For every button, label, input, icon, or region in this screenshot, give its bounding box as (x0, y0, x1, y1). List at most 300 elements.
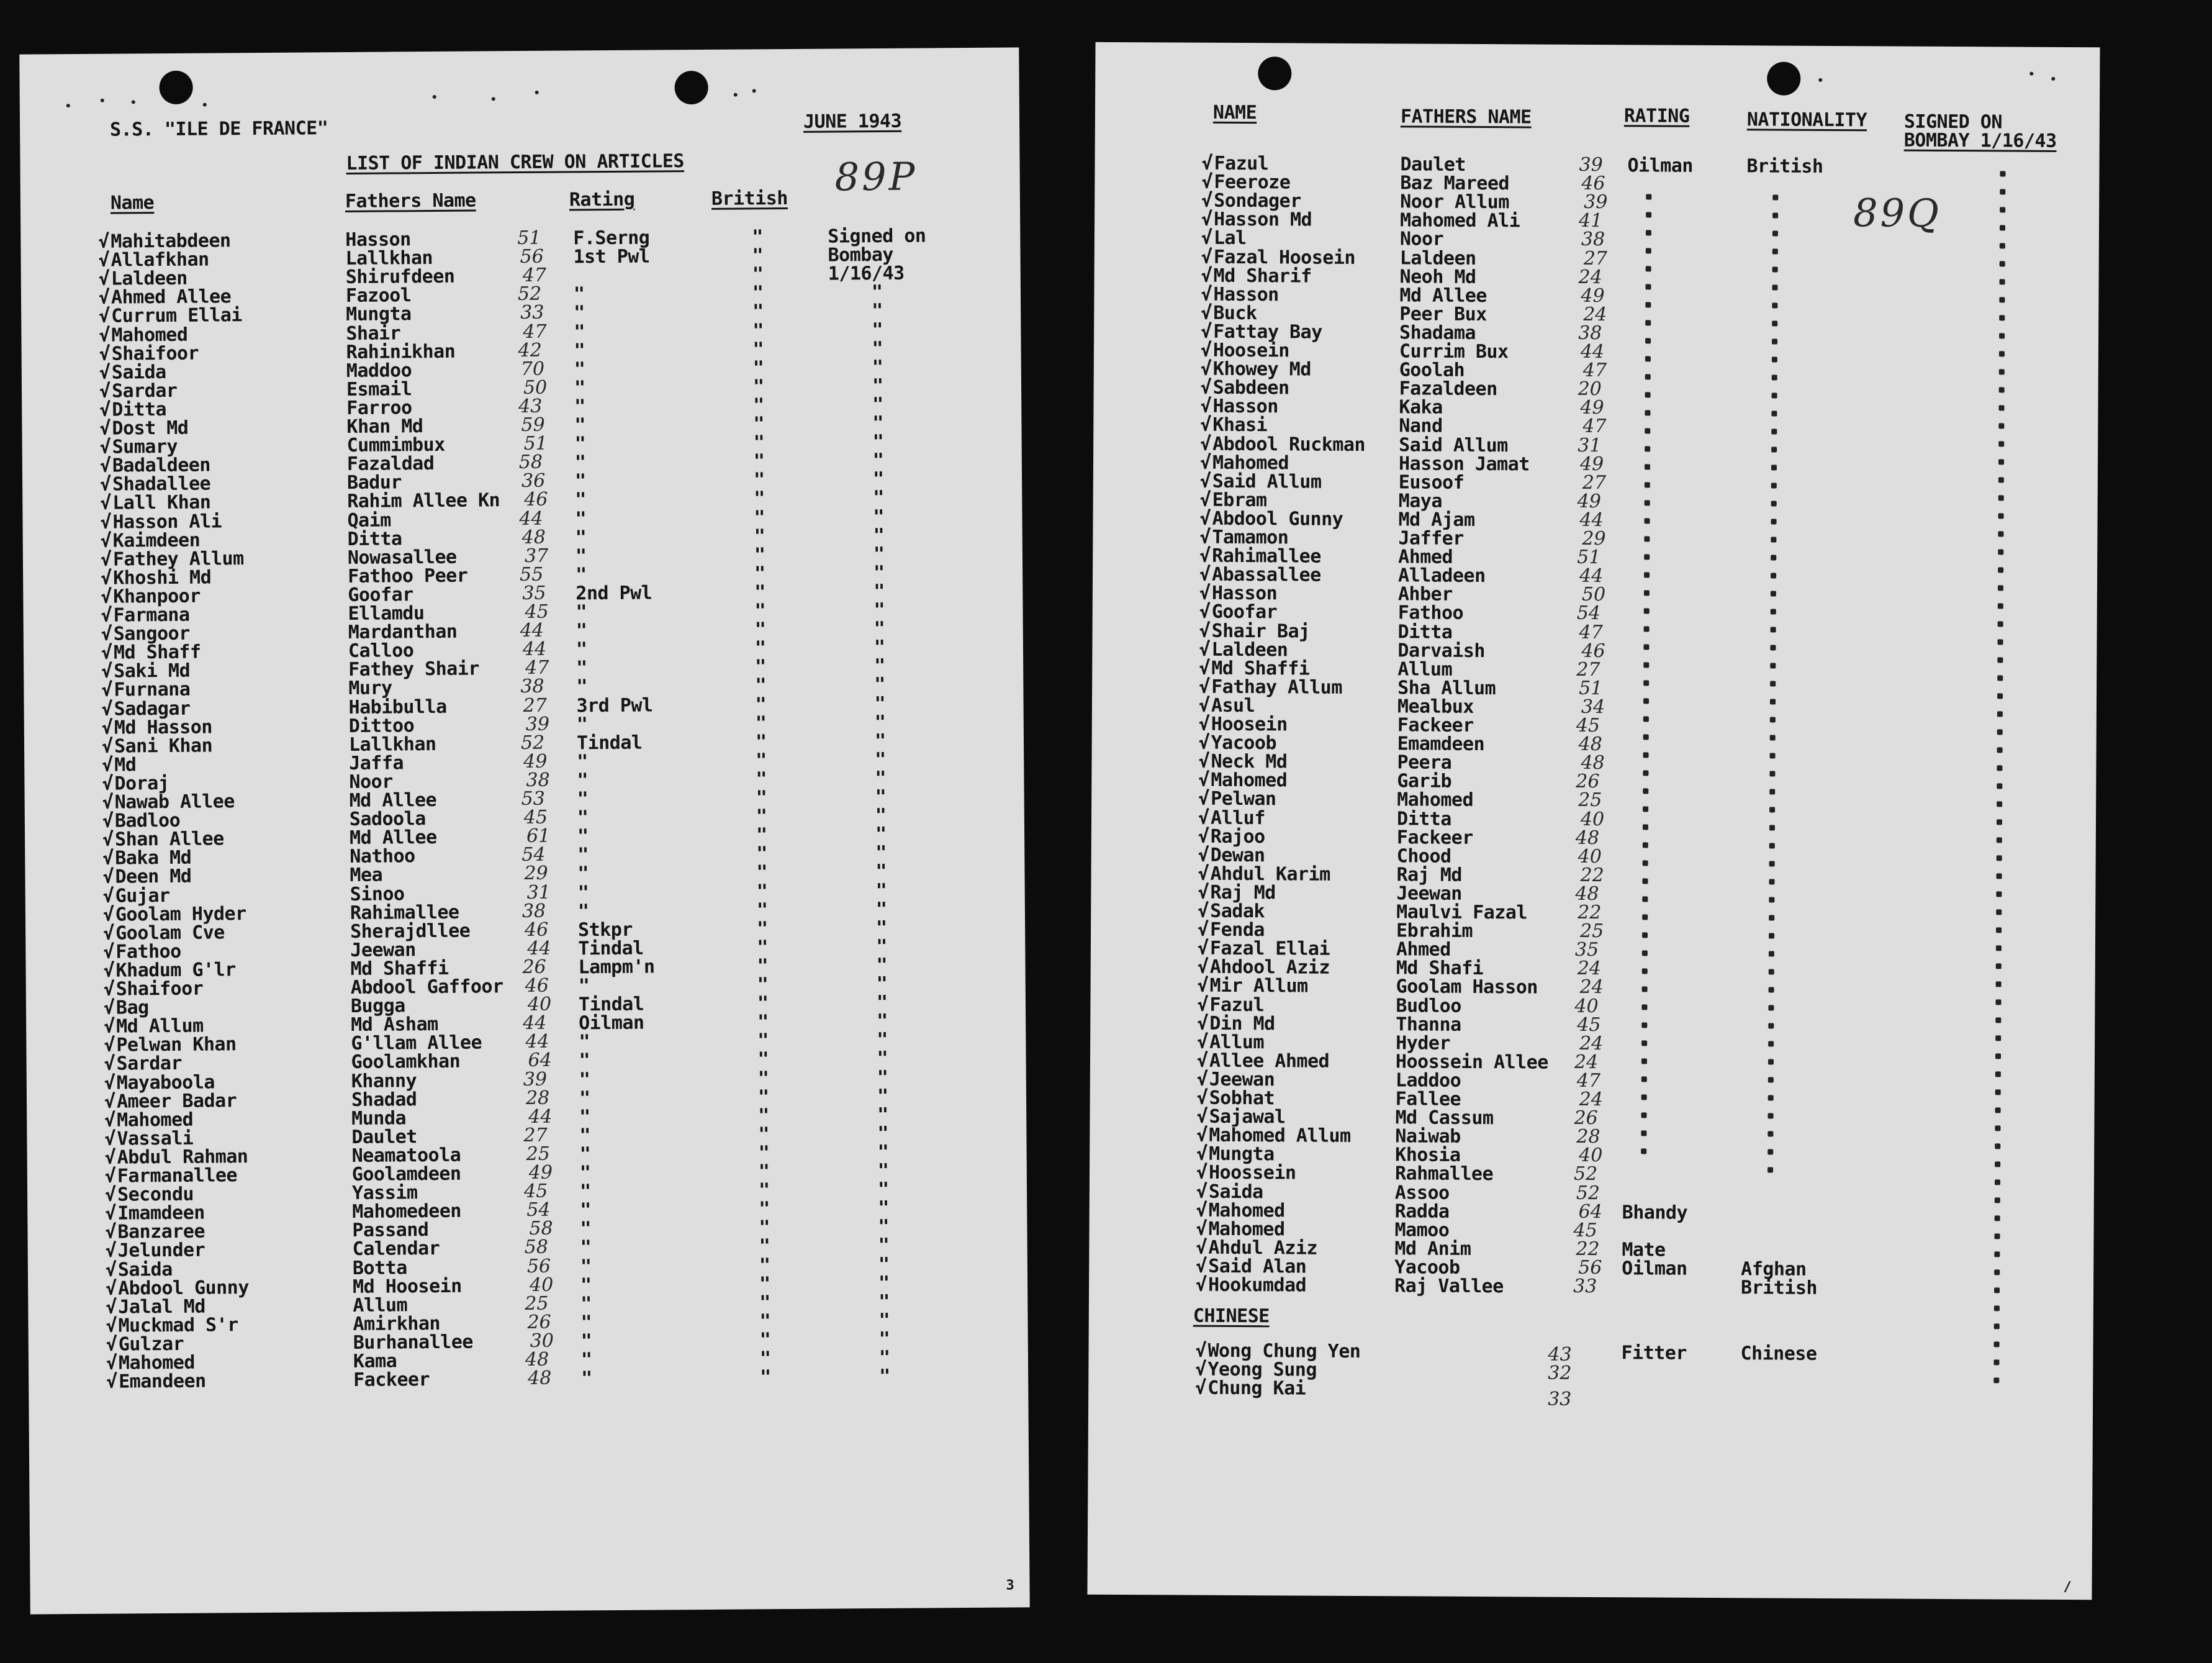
crew-name: Fattay Bay (1213, 320, 1322, 343)
crew-age: 27 (1583, 247, 1608, 270)
ditto-mark: " (758, 1123, 770, 1146)
crew-name: Fenda (1209, 918, 1265, 941)
check-mark-icon: √ (101, 586, 112, 608)
ditto-mark: " (877, 1028, 888, 1051)
crew-age: 40 (529, 1274, 554, 1296)
ditto-mark: " (874, 673, 886, 696)
page-number: 3 (1006, 1577, 1014, 1593)
check-mark-icon: √ (99, 417, 111, 440)
ditto-mark: " (752, 245, 764, 267)
crew-name: Ahmed Allee (111, 286, 232, 309)
check-mark-icon: √ (1199, 563, 1211, 586)
crew-age: 51 (1579, 677, 1603, 700)
crew-age: 29 (1582, 527, 1606, 550)
crew-age: 52 (1576, 1182, 1600, 1205)
crew-age: 58 (518, 451, 543, 474)
crew-name: Said Allum (1212, 470, 1322, 493)
crew-age: 48 (1581, 751, 1605, 774)
header-nationality: British (711, 188, 788, 210)
crew-name: Sadagar (114, 697, 191, 720)
crew-father-name: Sherajdllee (350, 920, 471, 943)
crew-age: 54 (521, 843, 546, 866)
crew-rating: " (574, 302, 585, 324)
check-mark-icon: √ (103, 959, 115, 982)
ship-name: S.S. "ILE DE FRANCE" (109, 117, 328, 141)
crew-age: 49 (523, 750, 548, 773)
crew-age: 47 (1582, 359, 1607, 382)
crew-father-name: Naiwab (1395, 1125, 1461, 1148)
crew-age: 44 (522, 638, 547, 661)
crew-rating: " (575, 527, 587, 549)
right-document-page (1087, 42, 2100, 1600)
crew-age: 25 (526, 1143, 550, 1165)
crew-rating: " (579, 1180, 591, 1203)
check-mark-icon: √ (99, 399, 111, 421)
crew-rating: " (578, 975, 590, 997)
crew-rating: " (577, 900, 589, 923)
crew-name: Laldeen (1211, 638, 1288, 661)
crew-father-name: Mungta (346, 303, 412, 325)
crew-age: 22 (1576, 1238, 1600, 1261)
crew-age: 27 (523, 694, 547, 717)
crew-name: Laldeen (111, 267, 187, 290)
crew-age: 39 (1579, 153, 1603, 176)
crew-rating: " (580, 1256, 592, 1278)
crew-name: Shair Baj (1211, 620, 1310, 643)
crew-father-name: Lallkhan (345, 247, 433, 270)
crew-father-name: Fackeer (1397, 714, 1474, 736)
crew-age: 24 (1577, 957, 1602, 980)
crew-name: Lal (1213, 227, 1247, 250)
crew-age: 39 (525, 713, 550, 735)
crew-father-name: Md Allee (349, 826, 437, 849)
ditto-mark: " (875, 804, 887, 827)
crew-age: 56 (1578, 1256, 1602, 1279)
check-mark-icon: √ (106, 1371, 117, 1393)
crew-age: 47 (1576, 1069, 1601, 1092)
crew-age: 22 (1578, 901, 1602, 924)
crew-name: Farmana (113, 604, 190, 627)
crew-rating: Oilman (1627, 155, 1693, 177)
crew-rating: Oilman (1622, 1257, 1687, 1280)
crew-name: Saki Md (114, 659, 191, 682)
crew-nationality: Afghan (1741, 1258, 1807, 1280)
crew-father-name: Rahimallee (350, 901, 459, 924)
ditto-mark: " (872, 393, 883, 416)
crew-name: Mahomed (1208, 1218, 1285, 1241)
crew-name: Feeroze (1214, 171, 1291, 194)
crew-father-name: Peer Bux (1399, 303, 1487, 326)
crew-father-name: Goolam Hasson (1396, 976, 1538, 999)
crew-rating: " (575, 489, 586, 511)
ditto-mark: " (752, 226, 764, 248)
check-mark-icon: √ (1196, 1087, 1208, 1109)
check-mark-icon: √ (1197, 1012, 1208, 1035)
crew-rating: " (579, 1106, 590, 1128)
crew-name: Md Shaffi (1211, 657, 1310, 680)
crew-father-name: Ditta (1397, 621, 1453, 643)
crew-age: 27 (1582, 471, 1607, 494)
crew-age: 45 (523, 806, 548, 829)
header-rating: RATING (1623, 105, 1690, 127)
crew-rating: " (574, 470, 586, 492)
crew-age: 38 (520, 675, 544, 698)
crew-name: Lall Khan (112, 491, 211, 514)
crew-father-name: Amirkhan (353, 1312, 441, 1335)
crew-rating: " (576, 676, 588, 698)
ditto-mark: " (758, 1105, 769, 1127)
check-mark-icon: √ (1198, 844, 1209, 866)
check-mark-icon: √ (104, 1165, 116, 1187)
crew-name: Sardar (111, 379, 178, 402)
crew-father-name: Mahomed (1397, 789, 1474, 811)
crew-name: Goofar (1211, 600, 1278, 623)
crew-name: Ahdul Karim (1210, 863, 1330, 886)
crew-rating: " (579, 1125, 591, 1147)
ditto-mark: " (757, 974, 769, 996)
check-mark-icon: √ (102, 791, 114, 813)
crew-father-name: Maddoo (346, 360, 412, 382)
ditto-mark: " (878, 1272, 890, 1295)
check-mark-icon: √ (102, 810, 114, 832)
check-mark-icon: √ (1198, 807, 1209, 829)
crew-age: 24 (1578, 266, 1602, 289)
crew-father-name: Alladeen (1397, 564, 1486, 587)
crew-father-name: Shadad (351, 1089, 417, 1111)
crew-father-name: Currim Bux (1399, 340, 1509, 363)
crew-father-name: Md Cassum (1395, 1107, 1494, 1130)
check-mark-icon: √ (100, 492, 111, 514)
crew-father-name: Nathoo (350, 845, 415, 868)
ditto-mark: " (756, 843, 767, 865)
crew-father-name: Fazaldad (346, 453, 435, 475)
ditto-mark: " (877, 1103, 888, 1126)
ditto-mark: " (871, 281, 883, 304)
crew-name: Mungta (1209, 1143, 1275, 1166)
crew-father-name: Fackeer (1396, 827, 1473, 849)
crew-age: 44 (523, 1012, 547, 1035)
crew-father-name: Ebrahim (1396, 920, 1473, 942)
check-mark-icon: √ (1199, 638, 1211, 661)
ditto-mark: " (874, 711, 886, 734)
crew-name: Abassallee (1211, 563, 1321, 586)
crew-name: Saida (117, 1258, 173, 1281)
header-father: FATHERS NAME (1400, 106, 1532, 129)
punch-hole (1258, 57, 1291, 90)
crew-name: Sangoor (113, 622, 190, 645)
crew-name: Mahomed (1211, 769, 1288, 792)
crew-age: 45 (525, 600, 549, 623)
crew-name: Banzaree (117, 1220, 205, 1243)
crew-rating: " (574, 340, 585, 362)
crew-name: Din Md (1209, 1012, 1275, 1035)
crew-age: 28 (1576, 1125, 1600, 1148)
crew-father-name: Calendar (352, 1237, 440, 1260)
crew-father-name: G'llam Allee (351, 1031, 482, 1054)
crew-name: Ebram (1212, 489, 1267, 512)
crew-name: Goolam Hyder (115, 903, 246, 926)
crew-father-name: Md Shaffi (350, 957, 449, 980)
ditto-mark: " (753, 450, 765, 473)
crew-father-name: Sinoo (350, 883, 405, 905)
ditto-mark: " (878, 1290, 890, 1313)
check-mark-icon: √ (1198, 900, 1209, 922)
ditto-mark: " (875, 786, 887, 809)
check-mark-icon: √ (106, 1277, 117, 1300)
crew-age: 48 (1575, 827, 1600, 850)
crew-father-name: Raj Vallee (1394, 1275, 1504, 1298)
crew-name: Fazul (1209, 994, 1265, 1017)
crew-age: 36 (521, 469, 546, 492)
ditto-mark: " (759, 1292, 770, 1314)
crew-rating: Oilman (579, 1012, 644, 1035)
crew-name: Sajawal (1209, 1105, 1286, 1128)
crew-rating: Tindal (578, 937, 644, 960)
crew-father-name: Khanny (351, 1070, 417, 1092)
crew-age: 45 (523, 1180, 548, 1203)
crew-rating: " (574, 396, 585, 418)
crew-age: 20 (1578, 378, 1602, 401)
check-mark-icon: √ (105, 1259, 117, 1281)
crew-name: Farmanallee (117, 1164, 238, 1187)
crew-rating: Tindal (576, 732, 643, 754)
crew-father-name: Eusoof (1398, 471, 1465, 494)
crew-age: 49 (1581, 284, 1605, 307)
check-mark-icon: √ (101, 717, 113, 739)
ditto-mark: " (756, 881, 768, 903)
check-mark-icon: √ (1197, 956, 1209, 978)
check-mark-icon: √ (1196, 1105, 1208, 1128)
crew-age: 40 (527, 993, 552, 1015)
ditto-mark: " (752, 357, 764, 379)
crew-father-name: Mealbux (1397, 696, 1474, 718)
crew-name: Alluf (1210, 807, 1265, 830)
crew-father-name: Mea (350, 864, 383, 886)
crew-name: Rajoo (1210, 825, 1265, 848)
check-mark-icon: √ (1196, 1124, 1208, 1146)
check-mark-icon: √ (98, 268, 110, 290)
crew-father-name: Raj Md (1396, 864, 1463, 886)
crew-name: Ditta (112, 399, 167, 421)
crew-age: 48 (525, 1348, 549, 1371)
crew-name: Fazal Ellai (1209, 937, 1330, 960)
crew-age: 48 (1578, 733, 1602, 756)
ditto-mark: " (755, 712, 767, 735)
ditto-mark: " (756, 918, 768, 940)
check-mark-icon: √ (102, 885, 114, 907)
crew-age: 50 (523, 376, 548, 399)
crew-age: 54 (526, 1199, 551, 1221)
crew-name: Shaifoor (111, 342, 199, 365)
check-mark-icon: √ (100, 530, 112, 552)
ditto-mark: " (877, 1141, 889, 1164)
check-mark-icon: √ (105, 1221, 117, 1243)
crew-name: Hoosein (1212, 339, 1289, 362)
ditto-mark: " (757, 992, 769, 1015)
crew-age: 45 (1577, 1013, 1601, 1036)
check-mark-icon: √ (1198, 881, 1209, 904)
ditto-mark: " (879, 1365, 890, 1388)
crew-name: Mahitabdeen (111, 230, 231, 253)
crew-rating: " (580, 1274, 592, 1297)
crew-age: 51 (517, 227, 541, 250)
crew-father-name: Thanna (1396, 1013, 1461, 1036)
crew-name: Md Shaff (113, 641, 201, 664)
check-mark-icon: √ (100, 548, 112, 571)
crew-name: Hasson (1213, 283, 1279, 306)
crew-age: 46 (1581, 640, 1605, 663)
check-mark-icon: √ (1197, 937, 1209, 959)
crew-father-name: Rahim Allee Kn (347, 489, 500, 512)
check-mark-icon: √ (103, 997, 115, 1019)
check-mark-icon: √ (1201, 302, 1212, 324)
crew-name: Said Alan (1208, 1255, 1307, 1278)
crew-age: 56 (520, 245, 544, 268)
crew-name: Abdool Gunny (1212, 507, 1343, 530)
check-mark-icon: √ (102, 847, 114, 869)
crew-nationality: Chinese (1740, 1343, 1817, 1365)
crew-rating: " (577, 788, 589, 810)
crew-rating: " (580, 1218, 592, 1240)
crew-father-name: Assoo (1394, 1182, 1450, 1204)
crew-father-name: Emamdeen (1397, 733, 1485, 756)
crew-age: 24 (1579, 1032, 1604, 1055)
crew-rating: " (574, 358, 585, 381)
crew-age: 38 (1581, 228, 1605, 251)
crew-father-name: Habibulla (348, 696, 447, 718)
ditto-mark: " (873, 486, 884, 509)
check-mark-icon: √ (1201, 265, 1212, 287)
check-mark-icon: √ (1197, 1031, 1208, 1053)
crew-rating: " (580, 1312, 592, 1334)
left-document-page (19, 47, 1029, 1614)
crew-name: Ahdool Aziz (1209, 956, 1330, 979)
crew-age: 49 (1579, 453, 1604, 476)
crew-age: 40 (1574, 995, 1599, 1018)
crew-age: 70 (520, 358, 545, 381)
crew-name: Sobhat (1209, 1087, 1275, 1110)
crew-father-name: Nowasallee (347, 546, 457, 569)
crew-age: 48 (521, 526, 546, 549)
ditto-mark: " (873, 543, 885, 566)
check-mark-icon: √ (1199, 470, 1211, 492)
ditto-mark: " (872, 319, 883, 342)
ditto-mark: " (753, 394, 764, 417)
crew-age: 25 (1579, 920, 1604, 943)
crew-father-name: Hasson (345, 229, 411, 251)
crew-age: 51 (1577, 546, 1601, 569)
crew-age: 47 (522, 264, 547, 287)
check-mark-icon: √ (101, 735, 113, 758)
ditto-mark: " (874, 730, 886, 753)
crew-name: Sondager (1214, 189, 1301, 212)
ditto-mark: " (876, 972, 888, 995)
crew-name: Kaimdeen (112, 529, 201, 552)
crew-rating: " (576, 638, 587, 661)
ditto-mark: " (876, 954, 888, 977)
crew-rating: Bhandy (1622, 1202, 1688, 1224)
check-mark-icon: √ (99, 455, 111, 477)
crew-name: Badaldeen (112, 454, 211, 477)
crew-rating: " (574, 433, 586, 455)
check-mark-icon: √ (104, 1090, 115, 1113)
crew-father-name: Hasson Jamat (1398, 453, 1530, 476)
ditto-mark: " (757, 1030, 769, 1052)
crew-father-name: Peera (1397, 751, 1452, 774)
ditto-mark: " (752, 320, 764, 342)
check-mark-icon: √ (1199, 526, 1211, 548)
punch-hole (1767, 61, 1800, 95)
crew-age: 43 (518, 395, 543, 418)
ditto-mark: " (759, 1329, 771, 1351)
ditto-mark: " (878, 1328, 890, 1351)
crew-name: Gulzar (118, 1333, 184, 1356)
crew-age: 56 (526, 1255, 551, 1277)
check-mark-icon: √ (1196, 1068, 1208, 1090)
crew-rating: " (579, 1031, 590, 1053)
crew-name: Dewan (1210, 844, 1265, 867)
check-mark-icon: √ (1196, 1255, 1207, 1277)
crew-age: 46 (524, 488, 548, 510)
crew-father-name: Khosia (1395, 1144, 1461, 1166)
ditto-mark: " (756, 750, 767, 772)
check-mark-icon: √ (1196, 1049, 1208, 1072)
crew-name: Yeong Sung (1208, 1358, 1317, 1381)
check-mark-icon: √ (1201, 227, 1212, 249)
crew-age: 24 (1579, 1088, 1603, 1111)
header-signed-place: BOMBAY 1/16/43 (1903, 129, 2057, 152)
header-father: Fathers Name (345, 189, 476, 212)
check-mark-icon: √ (104, 1053, 115, 1075)
crew-age: 44 (1579, 564, 1604, 587)
check-mark-icon: √ (106, 1315, 117, 1337)
crew-age: 39 (1584, 191, 1608, 214)
check-mark-icon: √ (99, 380, 111, 402)
crew-name: Pelwan Khan (116, 1033, 237, 1056)
crew-age: 44 (519, 507, 543, 530)
crew-father-name: Ditta (1396, 808, 1451, 830)
ditto-mark: " (754, 507, 765, 529)
check-mark-icon: √ (105, 1202, 116, 1225)
crew-rating: " (580, 1236, 592, 1259)
check-mark-icon: √ (1196, 1143, 1208, 1165)
crew-name: Hasson Md (1213, 208, 1312, 231)
check-mark-icon: √ (101, 679, 113, 701)
crew-rating: F.Serng (573, 227, 650, 250)
crew-rating: " (579, 1069, 590, 1091)
crew-father-name: Farroo (346, 397, 412, 419)
crew-father-name: Allum (1397, 658, 1453, 681)
crew-age: 33 (520, 301, 544, 324)
crew-name: Baka Md (115, 846, 192, 869)
crew-age: 24 (1583, 303, 1607, 326)
check-mark-icon: √ (99, 436, 111, 458)
crew-father-name: Dittoo (348, 715, 415, 737)
ditto-mark: " (875, 898, 887, 921)
signed-note-line: Signed on (828, 225, 926, 248)
crew-name: Sabdeen (1212, 376, 1289, 399)
crew-age: 58 (529, 1217, 553, 1239)
ditto-mark: " (877, 1010, 888, 1033)
check-mark-icon: √ (104, 1109, 115, 1131)
crew-father-name: Shair (346, 322, 401, 345)
ditto-mark: " (877, 1178, 889, 1201)
crew-rating: " (576, 657, 587, 679)
crew-rating: Fitter (1621, 1342, 1687, 1364)
ditto-mark: " (875, 917, 887, 940)
crew-father-name: Allum (353, 1294, 408, 1316)
crew-name: Mahomed (118, 1351, 196, 1374)
